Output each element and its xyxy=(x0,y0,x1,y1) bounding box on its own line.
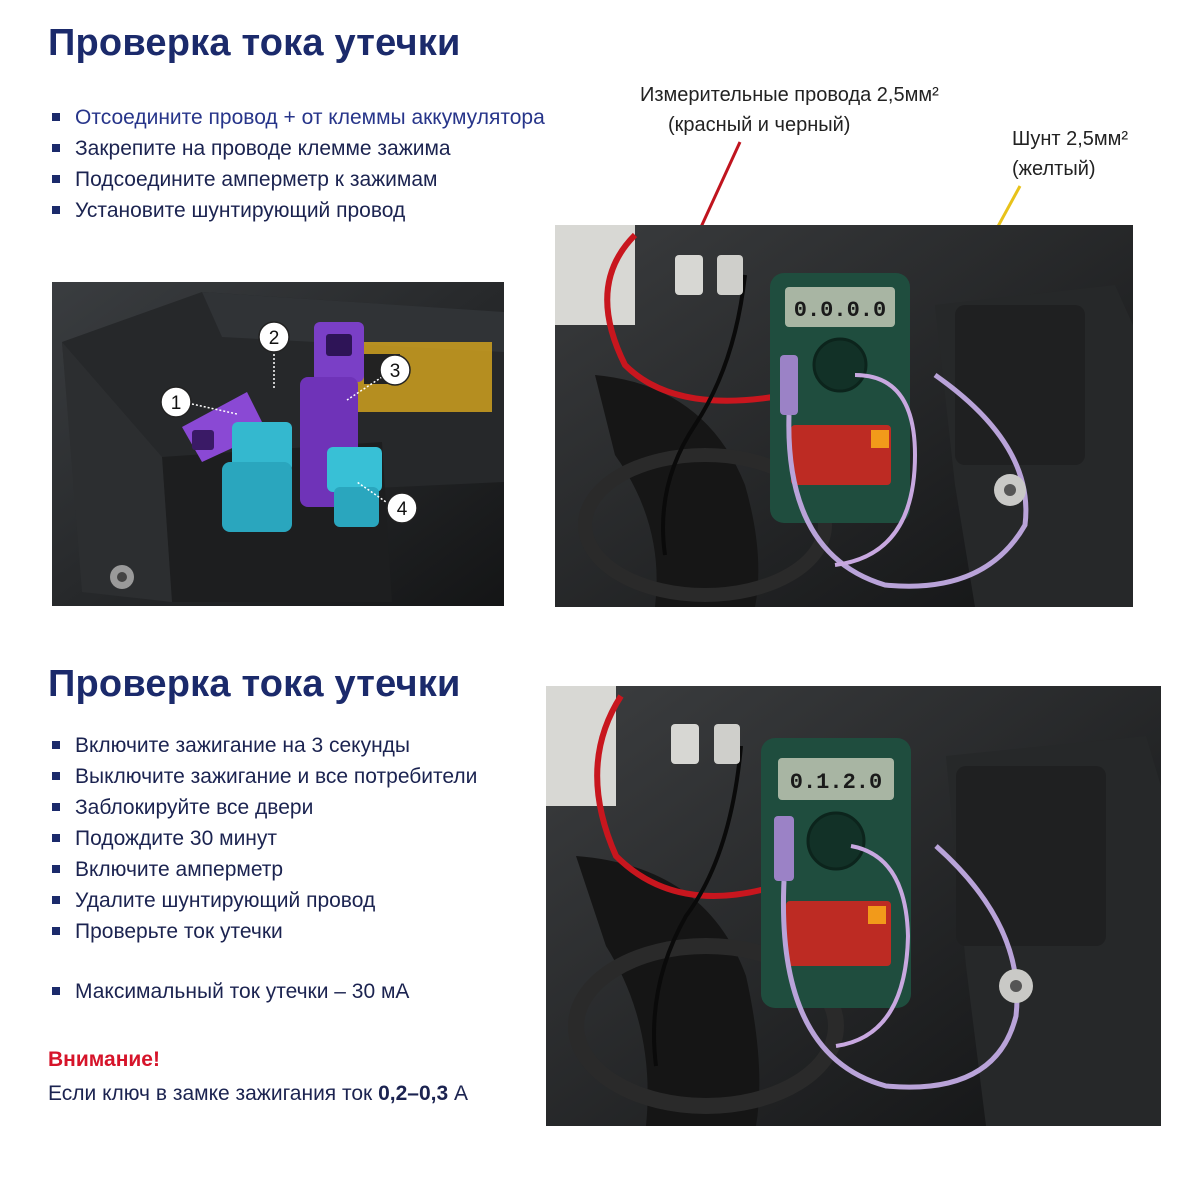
warning-text xyxy=(48,1082,468,1106)
wires-callout-line2: (красный и черный) xyxy=(668,114,851,136)
bullet-remove-shunt: Удалите шунтирующий провод xyxy=(50,885,477,916)
shunt-callout-line2: (желтый) xyxy=(1012,158,1096,180)
bullet-ignition-on: Включите зажигание на 3 секунды xyxy=(50,730,477,761)
warning-text-prefix: Если ключ в замке зажигания ток xyxy=(48,1082,379,1105)
section1-title: Проверка тока утечки xyxy=(48,22,461,64)
svg-text:2: 2 xyxy=(268,328,280,349)
svg-text:1: 1 xyxy=(170,393,182,414)
bullet-lock-doors: Заблокируйте все двери xyxy=(50,792,477,823)
bullet-check-current: Проверьте ток утечки xyxy=(50,916,477,947)
bullet-ignition-off: Выключите зажигание и все потребители xyxy=(50,761,477,792)
multimeter-shunt-photo xyxy=(555,225,1133,607)
max-current-list xyxy=(50,976,409,1007)
svg-text:4: 4 xyxy=(396,499,408,520)
bullet-disconnect-wire: Отсоедините провод + от клеммы аккумулятора xyxy=(50,102,545,133)
bullet-attach-clamp: Закрепите на проводе клемме зажима xyxy=(50,133,545,164)
bullet-turn-on-ammeter: Включите амперметр xyxy=(50,854,477,885)
multimeter-reading-photo xyxy=(546,686,1161,1126)
wires-callout-line1: Измерительные провода 2,5мм² xyxy=(640,84,939,106)
warning-title: Внимание! xyxy=(48,1048,160,1071)
bullet-wait-30-min: Подождите 30 минут xyxy=(50,823,477,854)
svg-text:0.0.0.0: 0.0.0.0 xyxy=(793,298,887,323)
bullet-connect-ammeter: Подсоедините амперметр к зажимам xyxy=(50,164,545,195)
warning-current-unit: А xyxy=(448,1082,469,1105)
warning-current-value: 0,2–0,3 xyxy=(378,1082,449,1105)
svg-text:3: 3 xyxy=(389,361,401,382)
section2-title: Проверка тока утечки xyxy=(48,663,461,705)
shunt-callout-line1: Шунт 2,5мм² xyxy=(1012,128,1129,150)
svg-text:0.1.2.0: 0.1.2.0 xyxy=(789,770,883,795)
max-current-note: Максимальный ток утечки – 30 мА xyxy=(50,976,409,1007)
section2-bullet-list xyxy=(50,730,477,947)
bullet-install-shunt: Установите шунтирующий провод xyxy=(50,195,545,226)
